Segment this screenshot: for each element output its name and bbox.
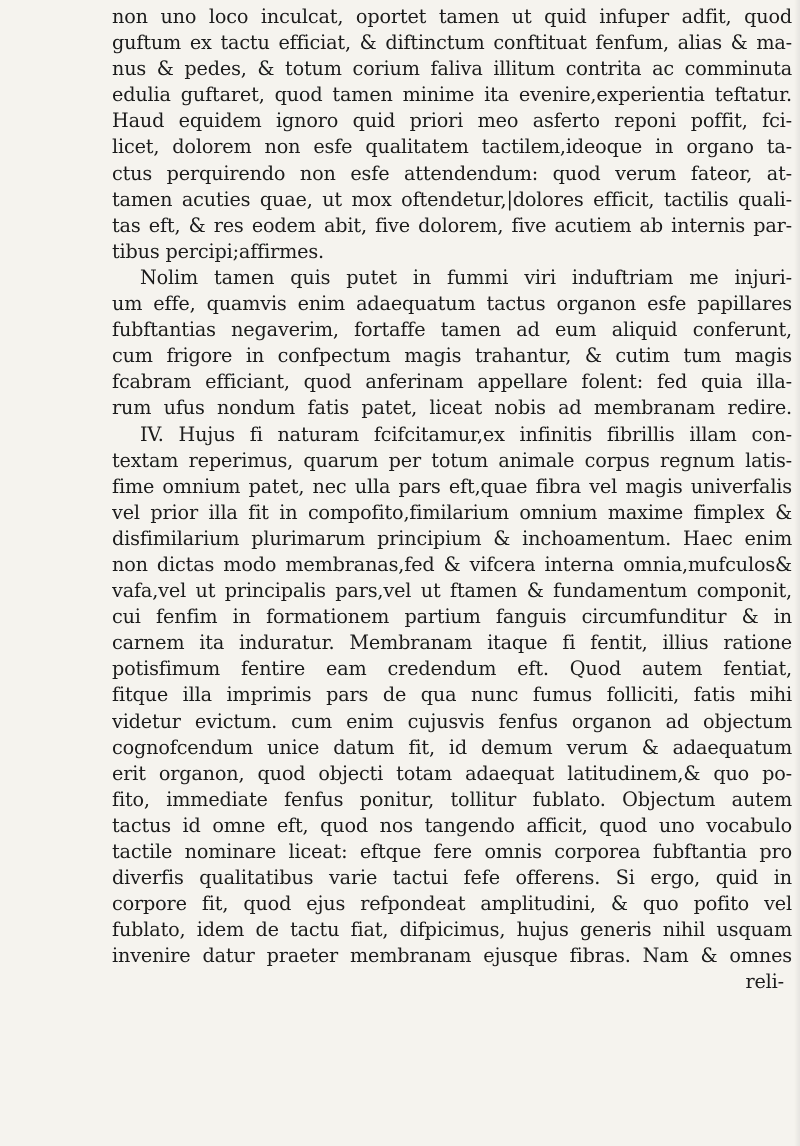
text-line: um effe, quamvis enim adaequatum tactus organon esfe papillares <box>112 292 792 316</box>
text-line: potisfimum fentire eam credendum eft. Quod autem fentiat, <box>112 657 792 681</box>
text-line: licet, dolorem non esfe qualitatem tactilem,ideoque in organo ta- <box>112 135 792 159</box>
body-text <box>112 4 792 996</box>
text-line: fito, immediate fenfus ponitur, tollitur fublato. Objectum autem <box>112 787 792 811</box>
text-line: IV. Hujus fi naturam fcifcitamur,ex infinitis fibrillis illam con- <box>140 422 792 446</box>
text-line: ctus perquirendo non esfe attendendum: quod verum fateor, at- <box>112 161 792 185</box>
text-line: guftum ex tactu efficiat, & diftinctum conftituat fenfum, alias & ma- <box>112 31 792 55</box>
text-line: non uno loco inculcat, oportet tamen ut quid infuper adfit, quod <box>112 5 792 28</box>
text-line: fitque illa imprimis pars de qua nunc fumus folliciti, fatis mihi <box>112 683 792 707</box>
text-line: tas eft, & res eodem abit, five dolorem, five acutiem ab internis par- <box>112 213 792 237</box>
text-line: textam reperimus, quarum per totum animale corpus regnum latis- <box>112 448 792 472</box>
text-line: fublato, idem de tactu fiat, difpicimus, hujus generis nihil usquam <box>112 918 792 942</box>
text-line: cognofcendum unice datum fit, id demum verum & adaequatum <box>112 735 792 759</box>
text-line: invenire datur praeter membranam ejusque fibras. Nam & omnes <box>112 944 792 968</box>
text-line: tamen acuties quae, ut mox oftendetur,|dolores efficit, tactilis quali- <box>112 187 792 211</box>
catchword: reli- <box>745 970 784 994</box>
text-line: fime omnium patet, nec ulla pars eft,quae fibra vel magis univerfalis <box>112 474 792 498</box>
text-line: non dictas modo membranas,fed & vifcera interna omnia,mufculos& <box>112 552 792 576</box>
text-line: tactus id omne eft, quod nos tangendo afficit, quod uno vocabulo <box>112 813 792 837</box>
text-line: Haud equidem ignoro quid priori meo asferto reponi poffit, fci- <box>112 109 792 133</box>
text-line: Nolim tamen quis putet in fummi viri induftriam me injuri- <box>140 265 792 289</box>
text-line: erit organon, quod objecti totam adaequat latitudinem,& quo po- <box>112 761 792 785</box>
text-line: vel prior illa fit in compofito,fimilarium omnium maxime fimplex & <box>112 500 792 524</box>
text-line: videtur evictum. cum enim cujusvis fenfus organon ad objectum <box>112 709 792 733</box>
text-line: rum ufus nondum fatis patet, liceat nobis ad membranam redire. <box>112 396 792 420</box>
text-line: cum frigore in confpectum magis trahantur, & cutim tum magis <box>112 344 792 368</box>
text-line: corpore fit, quod ejus refpondeat amplitudini, & quo pofito vel <box>112 892 792 916</box>
text-line: vafa,vel ut principalis pars,vel ut ftamen & fundamentum componit, <box>112 579 792 603</box>
text-line: fcabram efficiant, quod anferinam appellare folent: fed quia illa- <box>112 370 792 394</box>
text-line: tibus percipi;affirmes. <box>112 239 325 263</box>
text-line: fubftantias negaverim, fortaffe tamen ad eum aliquid conferunt, <box>112 318 792 342</box>
text-line: tactile nominare liceat: eftque fere omnis corporea fubftantia pro <box>112 840 792 863</box>
text-line: disfimilarium plurimarum principium & inchoamentum. Haec enim <box>112 526 792 550</box>
text-line: nus & pedes, & totum corium faliva illitum contrita ac comminuta <box>112 57 792 81</box>
text-line: diverfis qualitatibus varie tactui fefe offerens. Si ergo, quid in <box>112 866 792 890</box>
text-line: edulia guftaret, quod tamen minime ita evenire,experientia teftatur. <box>112 83 792 107</box>
text-line: carnem ita induratur. Membranam itaque fi fentit, illius ratione <box>112 631 792 655</box>
text-line: cui fenfim in formationem partium fanguis circumfunditur & in <box>112 605 792 629</box>
